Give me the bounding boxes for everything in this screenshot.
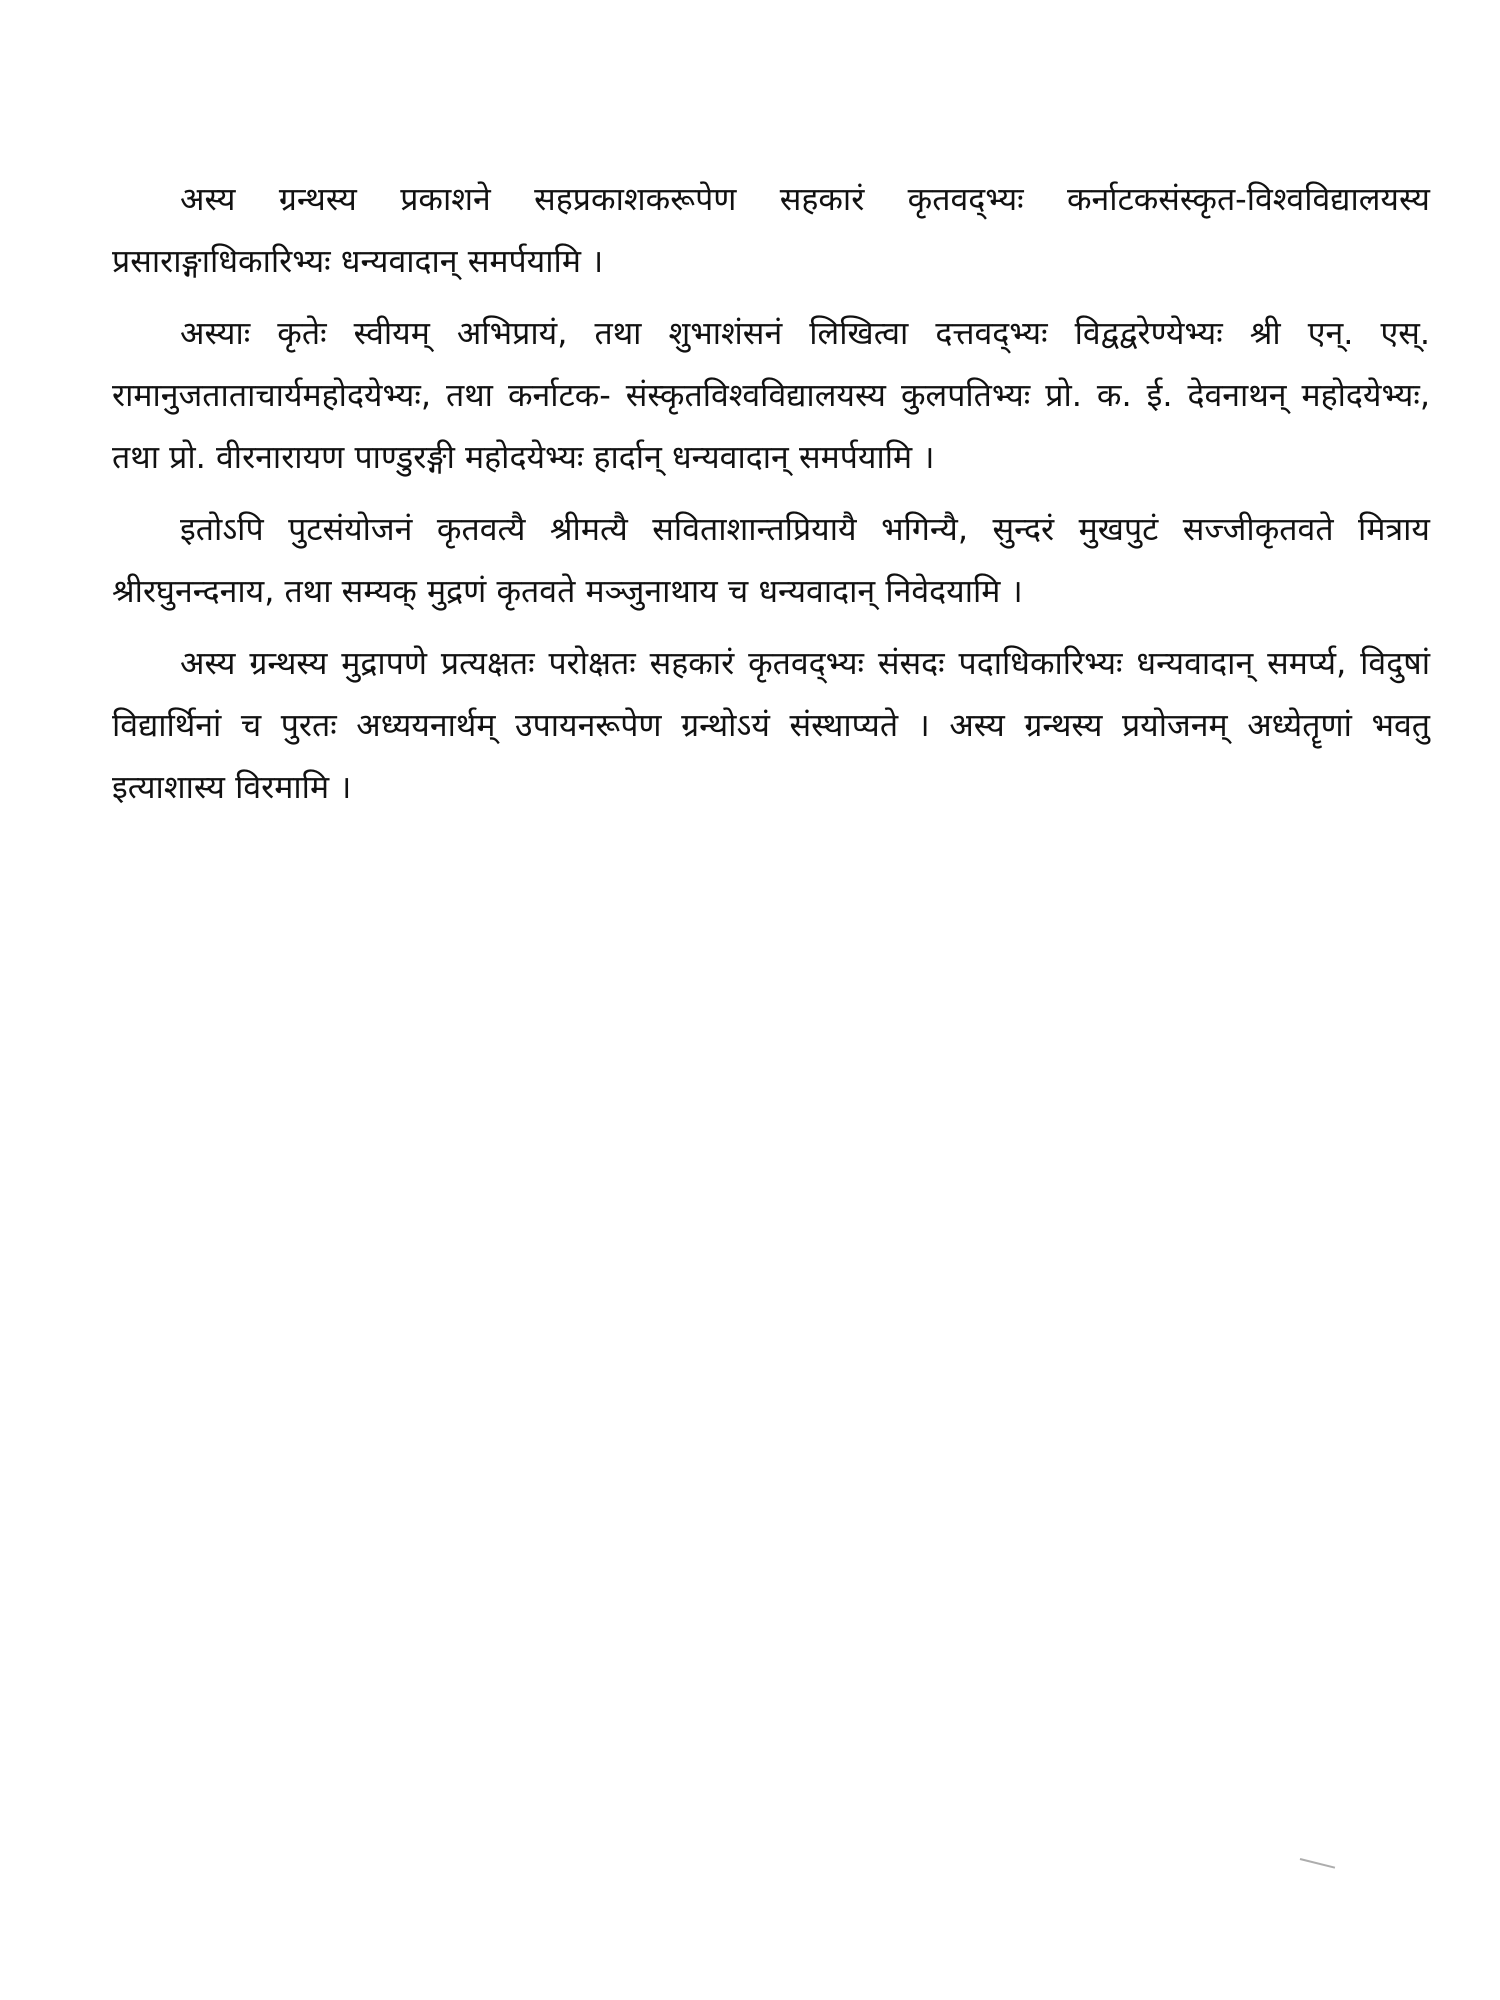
acknowledgement-text — [112, 168, 1430, 828]
paragraph-4: अस्य ग्रन्थस्य मुद्रापणे प्रत्यक्षतः परोक्षतः सहकारं कृतवद्भ्यः संसदः पदाधिकारिभ्यः धन्यवादान् समर्प्य, विदुषां विद्यार्थिनां च पुरतः अध्ययनार्थम् उपायनरूपेण ग्रन्थोऽयं संस्थाप्यते । अस्य ग्रन्थस्य प्रयोजनम् अध्येतॄणां भवतु इत्याशास्य विरमामि । — [112, 644, 1430, 806]
paragraph-1: अस्य ग्रन्थस्य प्रकाशने सहप्रकाशकरूपेण सहकारं कृतवद्भ्यः कर्नाटकसंस्कृत-विश्वविद्यालयस्य प्रसाराङ्गाधिकारिभ्यः धन्यवादान् समर्पयामि । — [112, 180, 1430, 280]
scan-mark — [1300, 1858, 1335, 1869]
paragraph-3: इतोऽपि पुटसंयोजनं कृतवत्यै श्रीमत्यै सविताशान्तप्रियायै भगिन्यै, सुन्दरं मुखपुटं सज्जीकृतवते मित्राय श्रीरघुनन्दनाय, तथा सम्यक् मुद्रणं कृतवते मञ्जुनाथाय च धन्यवादान् निवेदयामि । — [112, 510, 1430, 610]
paragraph-2: अस्याः कृतेः स्वीयम् अभिप्रायं, तथा शुभाशंसनं लिखित्वा दत्तवद्भ्यः विद्वद्वरेण्येभ्यः श्री एन्. एस्. रामानुजताताचार्यमहोदयेभ्यः, तथा कर्नाटक- संस्कृतविश्वविद्यालयस्य कुलपतिभ्यः प्रो. क. ई. देवनाथन् महोदयेभ्यः, तथा प्रो. वीरनारायण पाण्डुरङ्गी महोदयेभ्यः हार्दान् धन्यवादान् समर्पयामि । — [112, 314, 1430, 476]
